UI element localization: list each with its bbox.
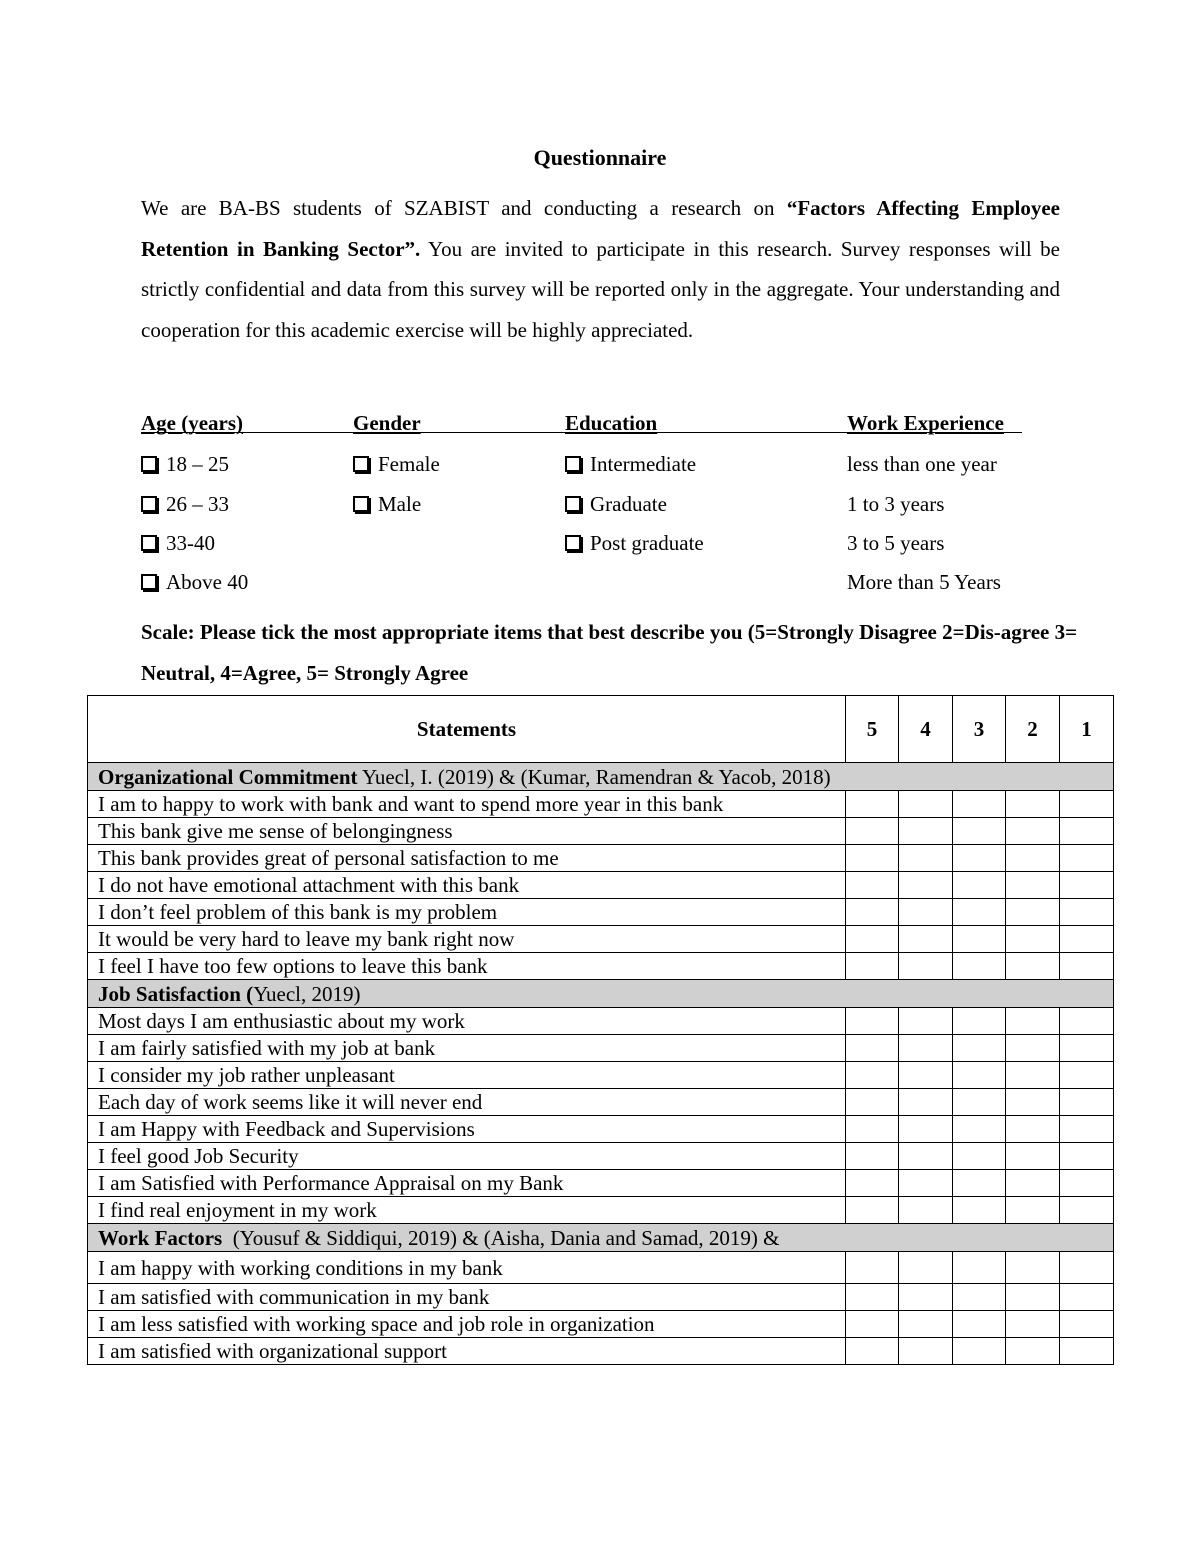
- age-option[interactable]: Above 40: [141, 568, 248, 596]
- statement-text: Most days I am enthusiastic about my work: [88, 1008, 846, 1035]
- rating-cell-3[interactable]: [953, 1008, 1006, 1035]
- table-row: [88, 1143, 1114, 1170]
- rating-cell-4[interactable]: [899, 1143, 953, 1170]
- rating-cell-2[interactable]: [1006, 1062, 1060, 1089]
- rating-cell-5[interactable]: [846, 926, 899, 953]
- section-name: Organizational Commitment: [98, 764, 358, 789]
- table-header-row: [88, 696, 1114, 763]
- age-option[interactable]: 18 – 25: [141, 450, 229, 478]
- checkbox-icon[interactable]: [141, 456, 157, 472]
- table-row: [88, 1089, 1114, 1116]
- intro-text-1: We are BA-BS students of SZABIST and conducting a research on: [141, 196, 787, 220]
- rating-cell-2[interactable]: [1006, 1008, 1060, 1035]
- experience-heading: Work Experience: [847, 411, 1004, 435]
- rating-cell-1[interactable]: [1060, 1197, 1114, 1224]
- rating-cell-4[interactable]: [899, 1089, 953, 1116]
- rating-header-3: 3: [953, 696, 1006, 763]
- table-row: [88, 1338, 1114, 1365]
- rating-cell-2[interactable]: [1006, 845, 1060, 872]
- rating-cell-5[interactable]: [846, 1116, 899, 1143]
- rating-cell-1[interactable]: [1060, 1116, 1114, 1143]
- statements-body: [88, 763, 1114, 1365]
- rating-cell-5[interactable]: [846, 1089, 899, 1116]
- rating-cell-2[interactable]: [1006, 1197, 1060, 1224]
- rating-cell-1[interactable]: [1060, 1035, 1114, 1062]
- rating-cell-4[interactable]: [899, 1062, 953, 1089]
- rating-cell-4[interactable]: [899, 791, 953, 818]
- rating-cell-3[interactable]: [953, 1170, 1006, 1197]
- rating-header-1: 1: [1060, 696, 1114, 763]
- age-option[interactable]: 33-40: [141, 529, 215, 557]
- rating-cell-3[interactable]: [953, 899, 1006, 926]
- rating-cell-3[interactable]: [953, 1338, 1006, 1365]
- rating-header-4: 4: [899, 696, 953, 763]
- rating-cell-2[interactable]: [1006, 953, 1060, 980]
- statement-text: I am to happy to work with bank and want to spend more year in this bank: [88, 791, 846, 818]
- table-row: [88, 1197, 1114, 1224]
- checkbox-icon[interactable]: [565, 496, 581, 512]
- rating-cell-1[interactable]: [1060, 1143, 1114, 1170]
- statement-text: This bank give me sense of belongingness: [88, 818, 846, 845]
- statement-text: I am satisfied with communication in my bank: [88, 1284, 846, 1311]
- rating-cell-5[interactable]: [846, 1311, 899, 1338]
- rating-cell-5[interactable]: [846, 1284, 899, 1311]
- rating-cell-3[interactable]: [953, 1062, 1006, 1089]
- rating-cell-3[interactable]: [953, 872, 1006, 899]
- section-name: Job Satisfaction (: [98, 981, 254, 1006]
- rating-cell-5[interactable]: [846, 1062, 899, 1089]
- checkbox-icon[interactable]: [353, 496, 369, 512]
- rating-cell-5[interactable]: [846, 1008, 899, 1035]
- rating-cell-2[interactable]: [1006, 926, 1060, 953]
- checkbox-icon[interactable]: [565, 535, 581, 551]
- rating-cell-2[interactable]: [1006, 1284, 1060, 1311]
- rating-cell-1[interactable]: [1060, 1062, 1114, 1089]
- statement-text: It would be very hard to leave my bank right now: [88, 926, 846, 953]
- statement-text: I don’t feel problem of this bank is my problem: [88, 899, 846, 926]
- rating-cell-4[interactable]: [899, 872, 953, 899]
- checkbox-icon[interactable]: [353, 456, 369, 472]
- age-option[interactable]: 26 – 33: [141, 490, 229, 518]
- rating-cell-4[interactable]: [899, 818, 953, 845]
- table-row: [88, 1170, 1114, 1197]
- statement-text: I consider my job rather unpleasant: [88, 1062, 846, 1089]
- rating-cell-1[interactable]: [1060, 872, 1114, 899]
- education-option[interactable]: Intermediate: [565, 450, 696, 478]
- rating-cell-1[interactable]: [1060, 953, 1114, 980]
- table-row: [88, 1116, 1114, 1143]
- education-heading: Education: [565, 411, 658, 435]
- rating-cell-2[interactable]: [1006, 1116, 1060, 1143]
- rating-cell-3[interactable]: [953, 1116, 1006, 1143]
- rating-cell-1[interactable]: [1060, 818, 1114, 845]
- table-row: [88, 1311, 1114, 1338]
- rating-cell-3[interactable]: [953, 1284, 1006, 1311]
- rating-cell-4[interactable]: [899, 845, 953, 872]
- rating-cell-1[interactable]: [1060, 1284, 1114, 1311]
- rating-cell-3[interactable]: [953, 791, 1006, 818]
- rating-header-5: 5: [846, 696, 899, 763]
- checkbox-icon[interactable]: [141, 496, 157, 512]
- rating-cell-5[interactable]: [846, 1338, 899, 1365]
- table-row: [88, 818, 1114, 845]
- statement-text: I feel good Job Security: [88, 1143, 846, 1170]
- page-title: Questionnaire: [533, 145, 667, 170]
- rating-cell-1[interactable]: [1060, 1338, 1114, 1365]
- rating-cell-2[interactable]: [1006, 1338, 1060, 1365]
- statements-header: Statements: [88, 696, 846, 763]
- statement-text: I am Satisfied with Performance Appraisal on my Bank: [88, 1170, 846, 1197]
- statement-text: I am Happy with Feedback and Supervisions: [88, 1116, 846, 1143]
- table-row: [88, 791, 1114, 818]
- rating-cell-1[interactable]: [1060, 899, 1114, 926]
- rating-cell-2[interactable]: [1006, 818, 1060, 845]
- rating-cell-1[interactable]: [1060, 926, 1114, 953]
- statement-text: Each day of work seems like it will never end: [88, 1089, 846, 1116]
- rating-cell-5[interactable]: [846, 1197, 899, 1224]
- rating-cell-4[interactable]: [899, 1284, 953, 1311]
- rating-cell-2[interactable]: [1006, 1089, 1060, 1116]
- rating-cell-3[interactable]: [953, 845, 1006, 872]
- section-row: [88, 1224, 1114, 1252]
- rating-cell-3[interactable]: [953, 1035, 1006, 1062]
- section-row: [88, 980, 1114, 1008]
- rating-cell-3[interactable]: [953, 1252, 1006, 1284]
- statement-text: I am happy with working conditions in my bank: [88, 1252, 846, 1284]
- rating-cell-5[interactable]: [846, 1035, 899, 1062]
- rating-cell-2[interactable]: [1006, 1170, 1060, 1197]
- rating-cell-1[interactable]: [1060, 1089, 1114, 1116]
- section-heading: [88, 763, 1114, 791]
- rating-cell-5[interactable]: [846, 791, 899, 818]
- statements-table: [87, 695, 1114, 1365]
- section-heading: [88, 980, 1114, 1008]
- rating-cell-5[interactable]: [846, 1143, 899, 1170]
- gender-option[interactable]: Male: [353, 490, 421, 518]
- rating-header-2: 2: [1006, 696, 1060, 763]
- checkbox-icon[interactable]: [565, 456, 581, 472]
- rating-cell-3[interactable]: [953, 1143, 1006, 1170]
- scale-instructions: Scale: Please tick the most appropriate items that best describe you (5=Strongly Disagree 2=Dis-agree 3= Neutral, 4=Agree, 5= Strongly Agree: [141, 620, 1078, 685]
- rating-cell-5[interactable]: [846, 899, 899, 926]
- rating-cell-2[interactable]: [1006, 1143, 1060, 1170]
- experience-option: More than 5 Years: [847, 570, 1001, 594]
- rating-cell-1[interactable]: [1060, 1311, 1114, 1338]
- rating-cell-5[interactable]: [846, 845, 899, 872]
- statement-text: I find real enjoyment in my work: [88, 1197, 846, 1224]
- rating-cell-2[interactable]: [1006, 1311, 1060, 1338]
- table-row: [88, 926, 1114, 953]
- rating-cell-3[interactable]: [953, 953, 1006, 980]
- table-row: [88, 953, 1114, 980]
- rating-cell-4[interactable]: [899, 926, 953, 953]
- rating-cell-1[interactable]: [1060, 791, 1114, 818]
- rating-cell-4[interactable]: [899, 1116, 953, 1143]
- rating-cell-4[interactable]: [899, 1311, 953, 1338]
- rating-cell-5[interactable]: [846, 1252, 899, 1284]
- statement-text: This bank provides great of personal satisfaction to me: [88, 845, 846, 872]
- checkbox-icon[interactable]: [141, 535, 157, 551]
- demographics-underline: [141, 432, 1022, 433]
- table-row: [88, 1252, 1114, 1284]
- rating-cell-4[interactable]: [899, 953, 953, 980]
- section-citation: Yuecl, I. (2019) & (Kumar, Ramendran & Yacob, 2018): [357, 764, 831, 789]
- rating-cell-3[interactable]: [953, 926, 1006, 953]
- rating-cell-1[interactable]: [1060, 1008, 1114, 1035]
- rating-cell-4[interactable]: [899, 899, 953, 926]
- section-citation: (Yousuf & Siddiqui, 2019) & (Aisha, Dania and Samad, 2019) &: [222, 1225, 780, 1250]
- section-name: Work Factors: [98, 1225, 223, 1250]
- statement-text: I feel I have too few options to leave this bank: [88, 953, 846, 980]
- rating-cell-4[interactable]: [899, 1008, 953, 1035]
- rating-cell-3[interactable]: [953, 1311, 1006, 1338]
- table-row: [88, 1035, 1114, 1062]
- rating-cell-1[interactable]: [1060, 845, 1114, 872]
- table-row: [88, 899, 1114, 926]
- section-heading: [88, 1224, 1114, 1252]
- gender-option[interactable]: Female: [353, 450, 440, 478]
- rating-cell-2[interactable]: [1006, 899, 1060, 926]
- section-row: [88, 763, 1114, 791]
- age-heading: Age (years): [141, 411, 244, 435]
- rating-cell-4[interactable]: [899, 1035, 953, 1062]
- checkbox-icon[interactable]: [141, 574, 157, 590]
- section-citation: Yuecl, 2019): [253, 981, 361, 1006]
- rating-cell-4[interactable]: [899, 1338, 953, 1365]
- statement-text: I am fairly satisfied with my job at bank: [88, 1035, 846, 1062]
- rating-cell-2[interactable]: [1006, 791, 1060, 818]
- research-title: “Factors Affecting Employee Retention in Banking Sector”.: [141, 196, 1060, 261]
- rating-cell-2[interactable]: [1006, 1252, 1060, 1284]
- table-row: [88, 1284, 1114, 1311]
- rating-cell-5[interactable]: [846, 818, 899, 845]
- experience-option: 1 to 3 years: [847, 492, 945, 516]
- table-row: [88, 1008, 1114, 1035]
- rating-cell-4[interactable]: [899, 1252, 953, 1284]
- experience-option: less than one year: [847, 452, 997, 476]
- rating-cell-1[interactable]: [1060, 1252, 1114, 1284]
- statement-text: I am less satisfied with working space and job role in organization: [88, 1311, 846, 1338]
- experience-option: 3 to 5 years: [847, 531, 945, 555]
- rating-cell-2[interactable]: [1006, 872, 1060, 899]
- table-row: [88, 872, 1114, 899]
- rating-cell-4[interactable]: [899, 1170, 953, 1197]
- table-row: [88, 845, 1114, 872]
- rating-cell-2[interactable]: [1006, 1035, 1060, 1062]
- statement-text: I do not have emotional attachment with this bank: [88, 872, 846, 899]
- intro-paragraph: [141, 188, 1060, 350]
- rating-cell-3[interactable]: [953, 1197, 1006, 1224]
- rating-cell-5[interactable]: [846, 1170, 899, 1197]
- rating-cell-3[interactable]: [953, 1089, 1006, 1116]
- rating-cell-1[interactable]: [1060, 1170, 1114, 1197]
- education-option[interactable]: Post graduate: [565, 529, 704, 557]
- gender-heading: Gender: [353, 411, 421, 435]
- table-row: [88, 1062, 1114, 1089]
- rating-cell-4[interactable]: [899, 1197, 953, 1224]
- intro-text-2: You are invited to participate in this research. Survey responses will be strictly confidential and data from this survey will be reported only in the aggregate. Your understanding and cooperation for this academic exercise will be highly appreciated.: [141, 236, 1061, 342]
- rating-cell-5[interactable]: [846, 872, 899, 899]
- statement-text: I am satisfied with organizational support: [88, 1338, 846, 1365]
- rating-cell-5[interactable]: [846, 953, 899, 980]
- education-option[interactable]: Graduate: [565, 490, 667, 518]
- rating-cell-3[interactable]: [953, 818, 1006, 845]
